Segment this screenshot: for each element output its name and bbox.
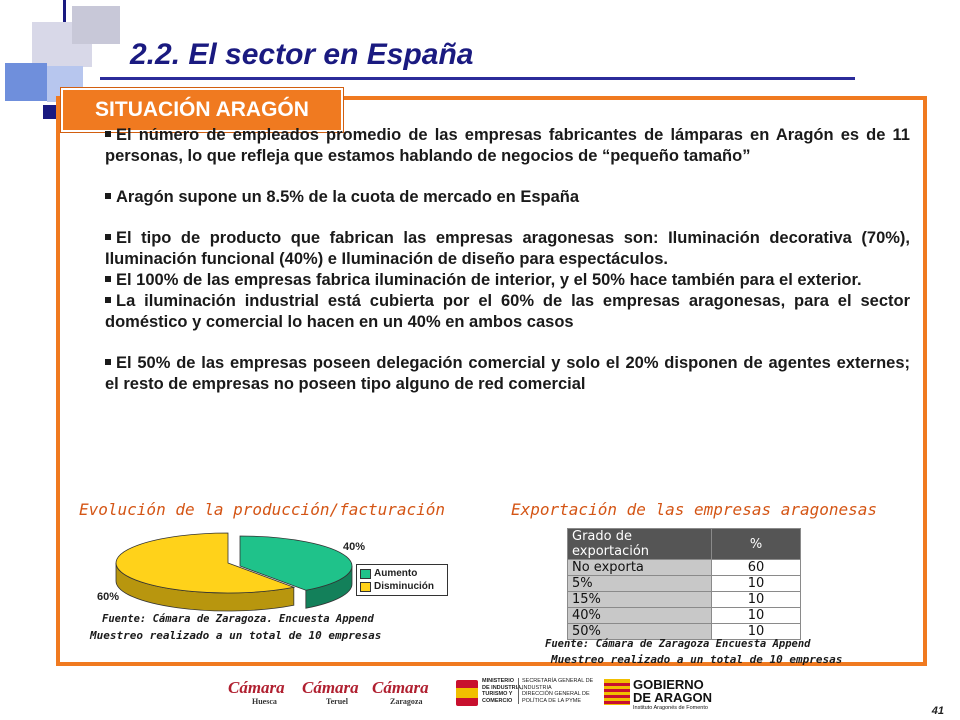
bullet-marker-icon [105, 234, 111, 240]
table-cell: No exporta [568, 560, 712, 576]
secretaria-line: POLÍTICA DE LA PYME [522, 697, 581, 704]
table-cell: 15% [568, 592, 712, 608]
ministry-crest-icon [456, 680, 478, 706]
gobierno-line1: GOBIERNO [633, 677, 704, 692]
table-row [568, 576, 801, 592]
bullet-item [105, 270, 910, 291]
bullet-text: El número de empleados promedio de las empresas fabricantes de lámparas en Aragón es de 11 personas, lo que refleja que estamos hablando de negocios de “pequeño tamaño” [105, 126, 910, 165]
ministry-line: DE INDUSTRIA, [482, 684, 523, 691]
legend-label: Aumento [374, 568, 418, 579]
bullet-text: El 100% de las empresas fabrica iluminación de interior, y el 50% hace también para el exterior. [116, 271, 862, 289]
page-title: 2.2. El sector en España [130, 38, 474, 71]
bullet-item [105, 125, 910, 167]
secretaria-line: DIRECCIÓN GENERAL DE [522, 691, 590, 697]
title-underline [100, 77, 855, 80]
table-cell: 10 [712, 576, 801, 592]
table-cell: 50% [568, 624, 712, 640]
bullet-marker-icon [105, 131, 111, 137]
legend-item-aumento [360, 567, 444, 580]
secretaria-text [518, 678, 593, 704]
ministry-line: COMERCIO [482, 697, 513, 704]
table-cell: 5% [568, 576, 712, 592]
bullet-text: La iluminación industrial está cubierta por el 60% de las empresas aragonesas, para el sector doméstico y comercial lo hacen en un 40% en ambos casos [105, 292, 910, 331]
bullet-item [105, 187, 910, 208]
decor-square-gray [72, 6, 120, 44]
table-row [568, 560, 801, 576]
camara-huesca-sub: Huesca [252, 697, 277, 706]
table-cell: 10 [712, 624, 801, 640]
decor-square-blue [5, 63, 47, 101]
pie-chart-title: Evolución de la producción/facturación [79, 500, 446, 519]
pie-label-aumento: 40% [343, 541, 366, 553]
gobierno-sub: Instituto Aragonés de Fomento [633, 705, 708, 711]
section-tag: SITUACIÓN ARAGÓN [61, 88, 343, 132]
ministry-line: MINISTERIO [482, 678, 515, 684]
pie-legend [356, 564, 448, 596]
ministry-line: TURISMO Y [482, 691, 513, 697]
camara-zaragoza-logo: Cámara [372, 678, 429, 697]
secretaria-line: INDUSTRIA [522, 684, 552, 691]
pie-chart [108, 525, 368, 615]
gobierno-line2: DE ARAGON [633, 690, 712, 705]
bullet-text: El 50% de las empresas poseen delegación comercial y solo el 20% disponen de agentes externes; el resto de empresas no poseen tipo alguno de red comercial [105, 354, 910, 393]
bullet-marker-icon [105, 297, 111, 303]
table-row [568, 608, 801, 624]
camara-teruel-sub: Teruel [326, 697, 348, 706]
bullet-text: Aragón supone un 8.5% de la cuota de mercado en España [116, 188, 580, 206]
camara-teruel-logo: Cámara [302, 678, 359, 697]
table-cell: 10 [712, 592, 801, 608]
camara-zaragoza-sub: Zaragoza [390, 697, 423, 706]
bullet-item [105, 228, 910, 270]
table-row [568, 592, 801, 608]
table-source-line2: Muestreo realizado a un total de 10 empresas [551, 653, 843, 666]
export-table [567, 528, 801, 640]
bullet-marker-icon [105, 359, 111, 365]
table-cell: 40% [568, 608, 712, 624]
bullet-item [105, 353, 910, 395]
bullet-marker-icon [105, 193, 111, 199]
pie-source-line1: Fuente: Cámara de Zaragoza. Encuesta Append [102, 613, 374, 625]
bullet-list [105, 125, 910, 395]
table-source-line1: Fuente: Cámara de Zaragoza Encuesta Append [545, 638, 811, 650]
legend-label: Disminución [374, 581, 435, 592]
table-chart-title: Exportación de las empresas aragonesas [511, 500, 878, 519]
legend-swatch [360, 569, 371, 579]
legend-swatch [360, 582, 371, 592]
page-number: 41 [931, 705, 944, 717]
secretaria-line: SECRETARÍA GENERAL DE [522, 678, 594, 684]
table-header-cell: % [712, 529, 801, 560]
table-cell: 60 [712, 560, 801, 576]
table-header-cell: Grado de exportación [568, 529, 712, 560]
pie-label-disminucion: 60% [97, 591, 120, 603]
ministry-text [482, 678, 523, 704]
bullet-item [105, 291, 910, 333]
aragon-flag-icon [604, 679, 630, 705]
table-cell: 10 [712, 608, 801, 624]
pie-source-line2: Muestreo realizado a un total de 10 empresas [90, 629, 382, 642]
bullet-marker-icon [105, 276, 111, 282]
camara-huesca-logo: Cámara [228, 678, 285, 697]
table-header-row [568, 529, 801, 560]
legend-item-disminucion [360, 580, 444, 593]
bullet-text: El tipo de producto que fabrican las empresas aragonesas son: Iluminación decorativa (70%), Iluminación funcional (40%) e Iluminación de diseño para espectáculos. [105, 229, 910, 268]
